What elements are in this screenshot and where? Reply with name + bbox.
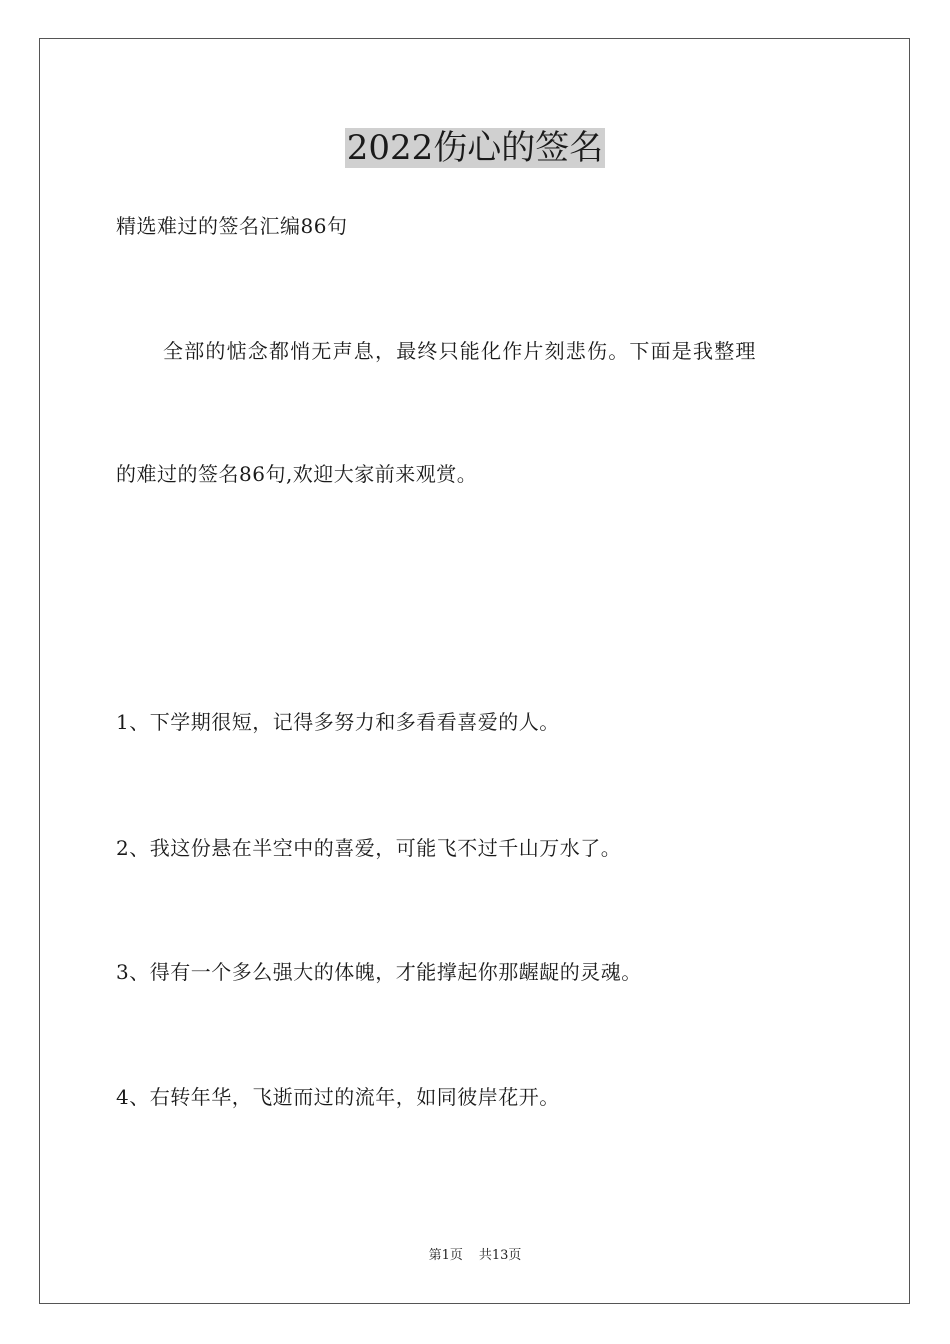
list-item: 4、右转年华，飞逝而过的流年，如同彼岸花开。 xyxy=(116,1085,560,1109)
list-item: 1、下学期很短，记得多努力和多看看喜爱的人。 xyxy=(116,710,560,734)
document-title: 2022伤心的签名 xyxy=(346,128,604,168)
page-total: 共13页 xyxy=(478,1248,522,1263)
list-item: 3、得有一个多么强大的体魄，才能撑起你那龌龊的灵魂。 xyxy=(116,960,642,984)
intro-line-2: 的难过的签名86句,欢迎大家前来观赏。 xyxy=(116,462,478,486)
list-item: 2、我这份悬在半空中的喜爱，可能飞不过千山万水了。 xyxy=(116,836,622,860)
title-container xyxy=(0,128,950,168)
intro-line-1: 全部的惦念都悄无声息，最终只能化作片刻悲伤。下面是我整理 xyxy=(163,339,757,363)
page-footer xyxy=(0,1247,950,1265)
document-subtitle: 精选难过的签名汇编86句 xyxy=(116,214,348,238)
page-number: 第1页 xyxy=(428,1248,463,1263)
